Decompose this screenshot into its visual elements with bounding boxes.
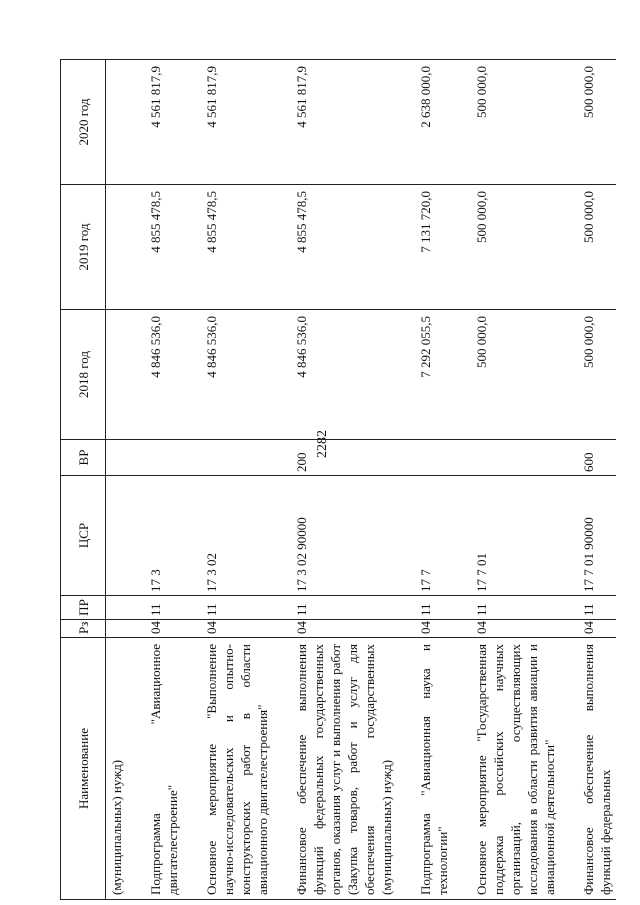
row-2020: 500 000,0 [578,60,616,185]
row-name: Финансовое обеспечение выполнения функций федеральных [578,638,616,900]
table-row [415,60,453,900]
row-name: Основное мероприятие "Выполнение научно-исследовательских и опытно-конструкторских работ в области авиационного двигателестроения" [201,638,273,900]
col-header-2019: 2019 год [61,185,106,310]
row-2018: 4 846 536,0 [145,310,183,440]
budget-table-sheet [60,60,613,900]
row-2020: 4 561 817,9 [201,60,273,185]
table-row [201,60,273,900]
row-vr: 200 [291,440,397,476]
table-header [61,60,106,900]
row-2020: 500 000,0 [471,60,560,185]
row-2020 [106,60,128,185]
row-2019: 500 000,0 [471,185,560,310]
row-rz: 04 [201,620,273,638]
table-row [471,60,560,900]
row-name: (муниципальных) нужд) [106,638,128,900]
row-csr: 17 7 [415,476,453,596]
row-2019: 4 855 478,5 [145,185,183,310]
row-rz: 04 [145,620,183,638]
row-name: Подпрограмма "Авиационная наука и технологии" [415,638,453,900]
row-2020: 2 638 000,0 [415,60,453,185]
row-2020: 4 561 817,9 [291,60,397,185]
row-2020: 4 561 817,9 [145,60,183,185]
row-2019 [106,185,128,310]
row-csr: 17 7 01 [471,476,560,596]
row-name: Подпрограмма "Авиационное двигателестроение" [145,638,183,900]
row-rz: 04 [415,620,453,638]
table-row [578,60,616,900]
row-name: Основное мероприятие "Государственная поддержка российских научных организаций, осуществляющих исследования в области развития авиации и авиационной деятельности" [471,638,560,900]
row-2019: 500 000,0 [578,185,616,310]
row-pr [106,596,128,620]
row-rz: 04 [578,620,616,638]
row-2018: 4 846 536,0 [291,310,397,440]
row-pr: 11 [291,596,397,620]
row-2019: 4 855 478,5 [291,185,397,310]
row-pr: 11 [415,596,453,620]
row-2019: 7 131 720,0 [415,185,453,310]
row-2018: 7 292 055,5 [415,310,453,440]
row-vr [145,440,183,476]
row-csr: 17 3 02 90000 [291,476,397,596]
row-vr: 600 [578,440,616,476]
row-vr [106,440,128,476]
col-header-rz: Рз [61,620,106,638]
row-pr: 11 [201,596,273,620]
row-vr [415,440,453,476]
row-2018: 500 000,0 [578,310,616,440]
row-pr: 11 [145,596,183,620]
row-vr [201,440,273,476]
col-header-2020: 2020 год [61,60,106,185]
row-csr: 17 7 01 90000 [578,476,616,596]
row-2018 [106,310,128,440]
row-csr [106,476,128,596]
row-2018: 500 000,0 [471,310,560,440]
col-header-csr: ЦСР [61,476,106,596]
col-header-2018: 2018 год [61,310,106,440]
row-2018: 4 846 536,0 [201,310,273,440]
row-vr [471,440,560,476]
row-2019: 4 855 478,5 [201,185,273,310]
page-number: 2282 [315,430,330,458]
table-row [291,60,397,900]
row-rz: 04 [291,620,397,638]
row-rz [106,620,128,638]
col-header-pr: ПР [61,596,106,620]
row-csr: 17 3 [145,476,183,596]
col-header-vr: ВР [61,440,106,476]
row-pr: 11 [471,596,560,620]
col-header-name: Наименование [61,638,106,900]
table-row [145,60,183,900]
row-rz: 04 [471,620,560,638]
row-csr: 17 3 02 [201,476,273,596]
row-pr: 11 [578,596,616,620]
table-row [106,60,128,900]
budget-table [60,59,616,900]
row-name: Финансовое обеспечение выполнения функций федеральных государственных органов, оказания услуг и выполнения работ (Закупка товаров, работ и услуг для обеспечения государственных (муниципальных) нужд) [291,638,397,900]
